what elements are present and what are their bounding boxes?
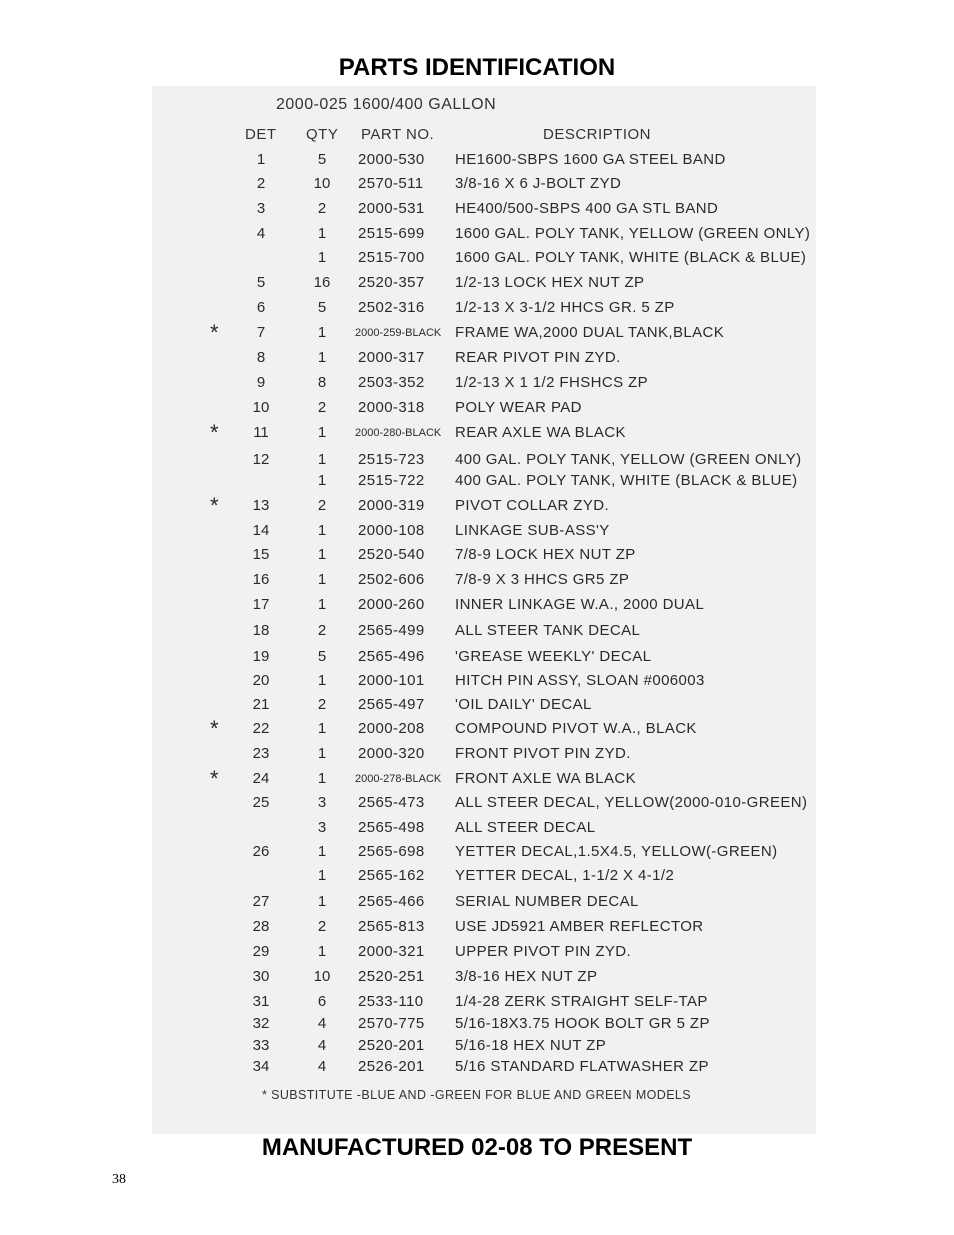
qty-cell: 4 <box>317 1058 327 1075</box>
part-number-cell: 2515-699 <box>358 225 425 242</box>
qty-cell: 10 <box>313 968 331 985</box>
part-number-cell: 2000-318 <box>358 399 425 416</box>
part-number-cell: 2000-321 <box>358 943 425 960</box>
part-number-cell: 2502-316 <box>358 299 425 316</box>
det-cell: 14 <box>252 522 270 539</box>
det-cell: 34 <box>252 1058 270 1075</box>
description-cell: 'GREASE WEEKLY' DECAL <box>455 648 652 665</box>
part-number-cell: 2000-320 <box>358 745 425 762</box>
substitute-star: * <box>210 320 219 345</box>
description-cell: 5/16-18 HEX NUT ZP <box>455 1037 607 1054</box>
substitute-star: * <box>210 766 219 791</box>
qty-cell: 1 <box>317 672 327 689</box>
qty-cell: 1 <box>317 249 327 266</box>
manufactured-date-title: MANUFACTURED 02-08 TO PRESENT <box>261 1134 693 1161</box>
det-cell: 29 <box>252 943 270 960</box>
parts-row <box>0 225 954 249</box>
part-number-cell: 2520-540 <box>358 546 425 563</box>
det-cell: 22 <box>252 720 270 737</box>
det-cell: 17 <box>252 596 270 613</box>
det-cell: 32 <box>252 1015 270 1032</box>
det-cell: 24 <box>252 770 270 787</box>
description-cell: HE400/500-SBPS 400 GA STL BAND <box>455 200 719 217</box>
qty-cell: 1 <box>317 571 327 588</box>
det-cell: 3 <box>256 200 266 217</box>
description-cell: 1/2-13 X 3-1/2 HHCS GR. 5 ZP <box>455 299 675 316</box>
parts-row <box>0 596 954 620</box>
description-cell: 1/2-13 X 1 1/2 FHSHCS ZP <box>455 374 649 391</box>
qty-cell: 1 <box>317 225 327 242</box>
description-cell: 5/16 STANDARD FLATWASHER ZP <box>455 1058 709 1075</box>
part-number-cell: 2515-700 <box>358 249 425 266</box>
part-number-cell: 2502-606 <box>358 571 425 588</box>
parts-row <box>0 1058 954 1082</box>
qty-cell: 1 <box>317 893 327 910</box>
part-number-cell: 2000-319 <box>358 497 425 514</box>
description-cell: USE JD5921 AMBER REFLECTOR <box>455 918 704 935</box>
qty-cell: 2 <box>317 622 327 639</box>
description-cell: PIVOT COLLAR ZYD. <box>455 497 610 514</box>
part-number-cell: 2515-722 <box>358 472 425 489</box>
det-cell: 15 <box>252 546 270 563</box>
part-number-cell: 2526-201 <box>358 1058 425 1075</box>
qty-cell: 10 <box>313 175 331 192</box>
qty-cell: 1 <box>317 424 327 441</box>
parts-row <box>0 249 954 273</box>
part-number-cell: 2565-813 <box>358 918 425 935</box>
det-cell: 20 <box>252 672 270 689</box>
parts-row <box>0 374 954 398</box>
description-cell: FRONT PIVOT PIN ZYD. <box>455 745 631 762</box>
parts-row <box>0 794 954 818</box>
det-cell: 19 <box>252 648 270 665</box>
det-cell: 33 <box>252 1037 270 1054</box>
part-number-cell: 2565-698 <box>358 843 425 860</box>
parts-row <box>0 493 954 521</box>
det-cell: 16 <box>252 571 270 588</box>
qty-cell: 16 <box>313 274 331 291</box>
det-cell: 26 <box>252 843 270 860</box>
parts-row <box>0 274 954 298</box>
parts-row <box>0 968 954 992</box>
det-cell: 1 <box>256 151 266 168</box>
substitute-star: * <box>210 420 219 445</box>
parts-row <box>0 819 954 843</box>
page-number: 38 <box>112 1172 126 1187</box>
parts-row <box>0 175 954 199</box>
parts-row <box>0 766 954 794</box>
qty-cell: 1 <box>317 943 327 960</box>
det-cell: 18 <box>252 622 270 639</box>
part-number-cell: 2565-162 <box>358 867 425 884</box>
description-cell: COMPOUND PIVOT W.A., BLACK <box>455 720 697 737</box>
description-cell: POLY WEAR PAD <box>455 399 582 416</box>
part-number-cell: 2533-110 <box>358 993 424 1010</box>
part-number-cell: 2000-108 <box>358 522 425 539</box>
qty-cell: 2 <box>317 696 327 713</box>
parts-row <box>0 716 954 744</box>
parts-row <box>0 200 954 224</box>
page-title: PARTS IDENTIFICATION <box>338 54 616 81</box>
part-number-cell: 2503-352 <box>358 374 425 391</box>
qty-cell: 5 <box>317 648 327 665</box>
qty-cell: 1 <box>317 720 327 737</box>
det-cell: 6 <box>256 299 266 316</box>
det-cell: 4 <box>256 225 266 242</box>
substitution-note: * SUBSTITUTE -BLUE AND -GREEN FOR BLUE AND GREEN MODELS <box>262 1088 692 1102</box>
part-number-cell: 2000-531 <box>358 200 425 217</box>
description-cell: ALL STEER DECAL <box>455 819 596 836</box>
parts-row <box>0 151 954 175</box>
det-cell: 12 <box>252 451 270 468</box>
det-cell: 28 <box>252 918 270 935</box>
part-number-cell: 2000-259-BLACK <box>355 327 442 339</box>
qty-cell: 3 <box>317 794 327 811</box>
header-description: DESCRIPTION <box>543 126 652 143</box>
part-number-cell: 2565-466 <box>358 893 425 910</box>
description-cell: ALL STEER TANK DECAL <box>455 622 641 639</box>
det-cell: 23 <box>252 745 270 762</box>
parts-row <box>0 993 954 1017</box>
parts-row <box>0 546 954 570</box>
part-number-cell: 2565-499 <box>358 622 425 639</box>
description-cell: FRAME WA,2000 DUAL TANK,BLACK <box>455 324 725 341</box>
parts-row <box>0 648 954 672</box>
qty-cell: 5 <box>317 299 327 316</box>
det-cell: 9 <box>256 374 266 391</box>
det-cell: 31 <box>252 993 270 1010</box>
parts-row <box>0 696 954 720</box>
det-cell: 11 <box>253 424 269 441</box>
parts-row <box>0 893 954 917</box>
part-number-cell: 2000-317 <box>358 349 425 366</box>
det-cell: 21 <box>252 696 270 713</box>
part-number-cell: 2520-357 <box>358 274 425 291</box>
parts-row <box>0 918 954 942</box>
qty-cell: 1 <box>317 745 327 762</box>
qty-cell: 6 <box>317 993 327 1010</box>
parts-row <box>0 571 954 595</box>
substitute-star: * <box>210 493 219 518</box>
qty-cell: 5 <box>317 151 327 168</box>
qty-cell: 2 <box>317 399 327 416</box>
qty-cell: 1 <box>317 867 327 884</box>
det-cell: 30 <box>252 968 270 985</box>
qty-cell: 1 <box>317 324 327 341</box>
part-number-cell: 2000-101 <box>358 672 425 689</box>
qty-cell: 4 <box>317 1015 327 1032</box>
description-cell: 'OIL DAILY' DECAL <box>455 696 592 713</box>
part-number-cell: 2570-775 <box>358 1015 425 1032</box>
parts-row <box>0 1015 954 1039</box>
parts-row <box>0 320 954 348</box>
parts-row <box>0 299 954 323</box>
description-cell: HE1600-SBPS 1600 GA STEEL BAND <box>455 151 726 168</box>
det-cell: 2 <box>256 175 266 192</box>
qty-cell: 1 <box>317 770 327 787</box>
description-cell: INNER LINKAGE W.A., 2000 DUAL <box>455 596 705 613</box>
qty-cell: 1 <box>317 472 327 489</box>
parts-row <box>0 399 954 423</box>
description-cell: 1/2-13 LOCK HEX NUT ZP <box>455 274 645 291</box>
det-cell: 5 <box>256 274 266 291</box>
description-cell: 7/8-9 LOCK HEX NUT ZP <box>455 546 636 563</box>
description-cell: 1600 GAL. POLY TANK, YELLOW (GREEN ONLY) <box>455 225 811 242</box>
description-cell: REAR AXLE WA BLACK <box>455 424 626 441</box>
det-cell: 7 <box>256 324 266 341</box>
description-cell: 1/4-28 ZERK STRAIGHT SELF-TAP <box>455 993 708 1010</box>
description-cell: LINKAGE SUB-ASS'Y <box>455 522 610 539</box>
qty-cell: 2 <box>317 497 327 514</box>
parts-row <box>0 843 954 867</box>
description-cell: 5/16-18X3.75 HOOK BOLT GR 5 ZP <box>455 1015 710 1032</box>
parts-row <box>0 349 954 373</box>
part-number-cell: 2000-280-BLACK <box>355 427 442 439</box>
header-det: DET <box>245 126 277 143</box>
description-cell: SERIAL NUMBER DECAL <box>455 893 639 910</box>
qty-cell: 2 <box>317 918 327 935</box>
det-cell: 27 <box>252 893 270 910</box>
det-cell: 8 <box>256 349 266 366</box>
description-cell: FRONT AXLE WA BLACK <box>455 770 636 787</box>
parts-row <box>0 867 954 891</box>
description-cell: ALL STEER DECAL, YELLOW(2000-010-GREEN) <box>455 794 808 811</box>
part-number-cell: 2565-496 <box>358 648 425 665</box>
part-number-cell: 2565-498 <box>358 819 425 836</box>
part-number-cell: 2570-511 <box>358 175 424 192</box>
parts-row <box>0 672 954 696</box>
det-cell: 25 <box>252 794 270 811</box>
description-cell: 3/8-16 HEX NUT ZP <box>455 968 598 985</box>
description-cell: 7/8-9 X 3 HHCS GR5 ZP <box>455 571 630 588</box>
qty-cell: 4 <box>317 1037 327 1054</box>
part-number-cell: 2515-723 <box>358 451 425 468</box>
qty-cell: 1 <box>317 522 327 539</box>
assembly-title: 2000-025 1600/400 GALLON <box>276 96 497 113</box>
parts-row <box>0 622 954 646</box>
qty-cell: 1 <box>317 596 327 613</box>
part-number-cell: 2520-251 <box>358 968 425 985</box>
qty-cell: 1 <box>317 349 327 366</box>
description-cell: UPPER PIVOT PIN ZYD. <box>455 943 632 960</box>
part-number-cell: 2000-260 <box>358 596 425 613</box>
description-cell: 400 GAL. POLY TANK, YELLOW (GREEN ONLY) <box>455 451 802 468</box>
parts-row <box>0 420 954 448</box>
description-cell: 3/8-16 X 6 J-BOLT ZYD <box>455 175 622 192</box>
qty-cell: 2 <box>317 200 327 217</box>
part-number-cell: 2565-473 <box>358 794 425 811</box>
part-number-cell: 2520-201 <box>358 1037 425 1054</box>
description-cell: YETTER DECAL,1.5X4.5, YELLOW(-GREEN) <box>455 843 778 860</box>
part-number-cell: 2000-530 <box>358 151 425 168</box>
header-part-no: PART NO. <box>361 126 435 143</box>
header-qty: QTY <box>306 126 339 143</box>
description-cell: 1600 GAL. POLY TANK, WHITE (BLACK & BLUE) <box>455 249 807 266</box>
part-number-cell: 2565-497 <box>358 696 425 713</box>
description-cell: 400 GAL. POLY TANK, WHITE (BLACK & BLUE) <box>455 472 798 489</box>
parts-row <box>0 745 954 769</box>
description-cell: HITCH PIN ASSY, SLOAN #006003 <box>455 672 705 689</box>
parts-row <box>0 472 954 496</box>
description-cell: YETTER DECAL, 1-1/2 X 4-1/2 <box>455 867 675 884</box>
qty-cell: 3 <box>317 819 327 836</box>
det-cell: 13 <box>252 497 270 514</box>
qty-cell: 1 <box>317 843 327 860</box>
part-number-cell: 2000-278-BLACK <box>355 773 442 785</box>
qty-cell: 1 <box>317 546 327 563</box>
part-number-cell: 2000-208 <box>358 720 425 737</box>
parts-row <box>0 522 954 546</box>
qty-cell: 8 <box>317 374 327 391</box>
qty-cell: 1 <box>317 451 327 468</box>
substitute-star: * <box>210 716 219 741</box>
description-cell: REAR PIVOT PIN ZYD. <box>455 349 621 366</box>
parts-row <box>0 943 954 967</box>
det-cell: 10 <box>252 399 270 416</box>
